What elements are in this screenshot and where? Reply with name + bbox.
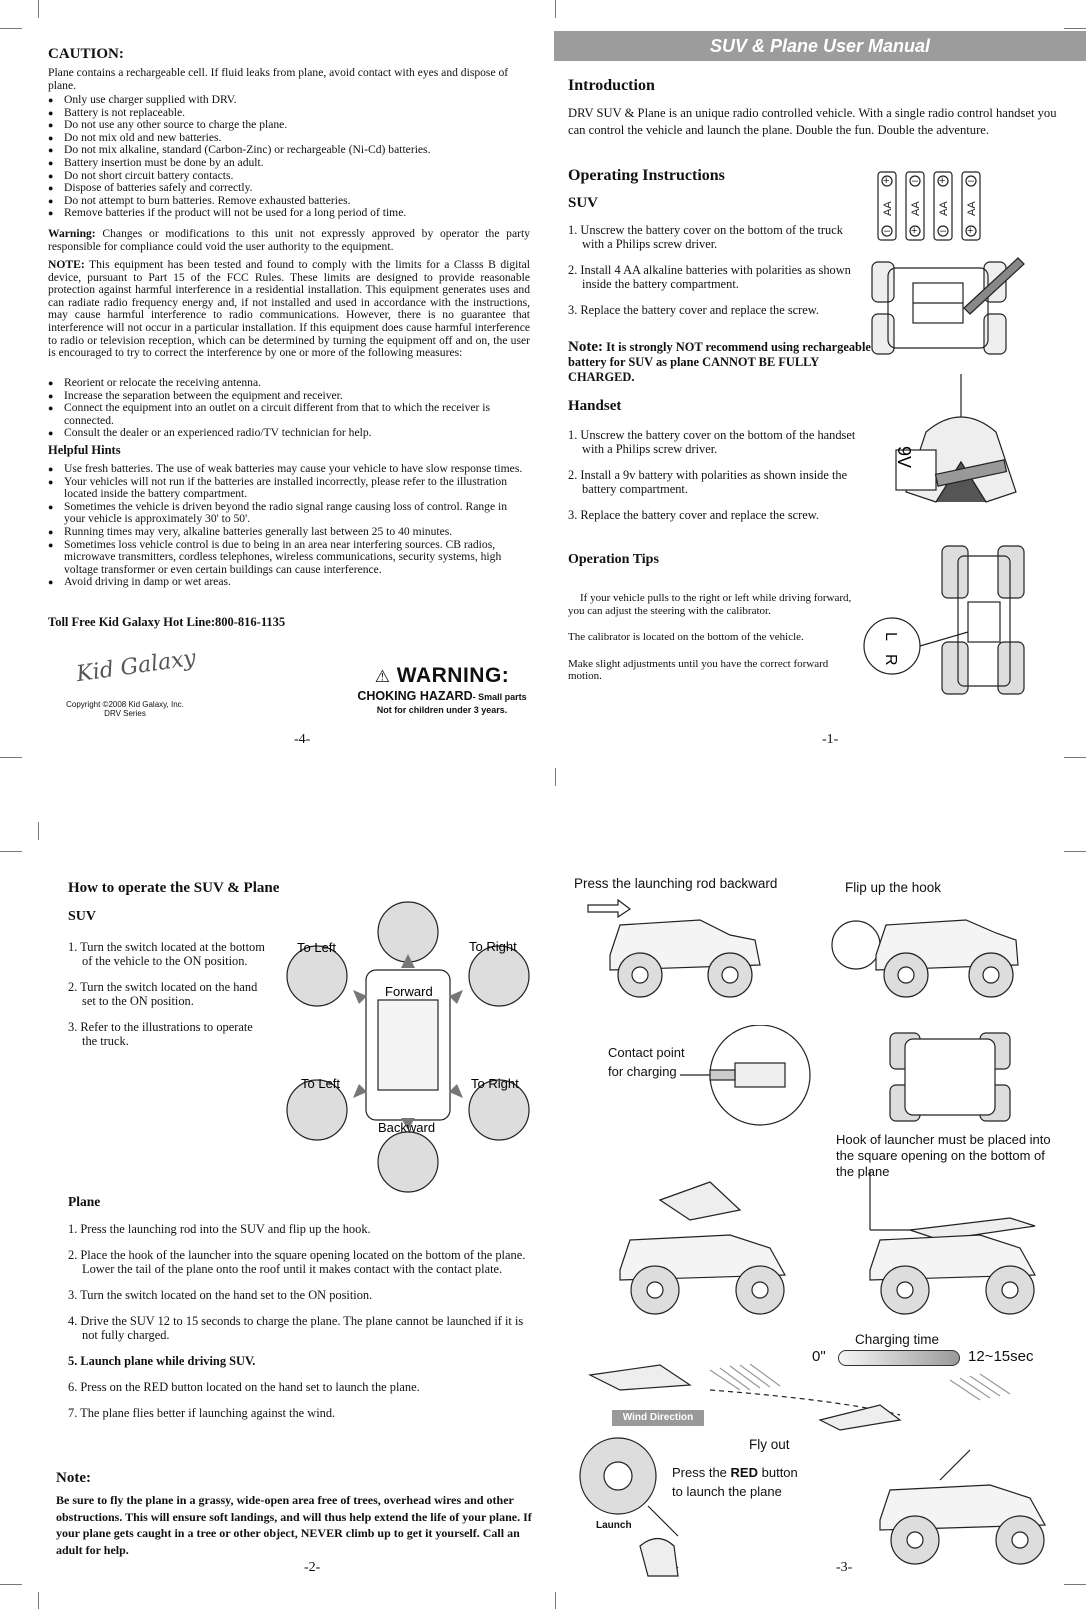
svg-text:–: – xyxy=(884,225,891,237)
caution-title: CAUTION: xyxy=(48,46,124,62)
list-item: ● Consult the dealer or an experienced radio/TV technician for help. xyxy=(48,427,530,440)
operating-title: Operating Instructions xyxy=(568,167,725,184)
list-item: ● Sometimes the vehicle is driven beyond the radio signal range causing loss of control. Range in your vehicle is approximately 30' to 50'. xyxy=(48,501,530,526)
copyright-block xyxy=(50,700,200,718)
suv-title: SUV xyxy=(68,909,97,924)
note-title: Note: xyxy=(56,1470,91,1486)
hints-list xyxy=(48,463,530,589)
steering-diagram xyxy=(283,900,533,1196)
battery-label: AA xyxy=(966,201,978,216)
note-label: NOTE: xyxy=(48,258,85,271)
page-number: -1- xyxy=(822,732,839,747)
list-item: 7. The plane flies better if launching against the wind. xyxy=(68,1406,336,1420)
svg-text:+: + xyxy=(883,175,890,187)
label-to-right-bottom: To Right xyxy=(471,1076,519,1091)
red-button-red: RED xyxy=(730,1465,758,1480)
fcc-measures-list xyxy=(48,377,530,440)
label-to-left-top: To Left xyxy=(297,940,337,955)
list-item: ● Connect the equipment into an outlet on a circuit different from that to which the receiver is connected. xyxy=(48,402,530,427)
plane-mounted-illustration xyxy=(850,1170,1050,1320)
charging-time-label: Charging time xyxy=(855,1332,940,1347)
svg-text:+: + xyxy=(939,175,946,187)
truck-underside-illustration xyxy=(868,248,1028,368)
handset-steps xyxy=(568,428,868,534)
list-item: ● Running times may very, alkaline batteries generally last between 25 to 40 minutes. xyxy=(48,526,530,539)
age-warning: Not for children under 3 years. xyxy=(376,705,508,715)
list-item: 2. Turn the switch located on the hand set to the ON position. xyxy=(68,980,258,1008)
suv-flip-hook-illustration xyxy=(826,895,1026,1005)
list-item: ● Avoid driving in damp or wet areas. xyxy=(48,576,530,589)
tips-title: Operation Tips xyxy=(568,552,659,567)
note-label: Note: xyxy=(568,339,603,355)
fcc-note-paragraph xyxy=(48,259,530,360)
calibrator-r: R xyxy=(882,654,899,666)
label-forward: Forward xyxy=(385,984,433,999)
note-text: It is strongly NOT recommend using rechargeable battery for SUV as plane CANNOT BE FULLY CHARGED. xyxy=(568,340,871,384)
list-item: ● Do not use any other source to charge the plane. xyxy=(48,119,528,132)
nine-volt-label: 9V xyxy=(894,446,914,469)
wind-direction-label: Wind Direction xyxy=(612,1410,704,1426)
hook-caption: Hook of launcher must be placed into the square opening on the bottom of the plane xyxy=(836,1132,1051,1179)
red-button-caption xyxy=(672,1463,798,1501)
caption-press-rod: Press the launching rod backward xyxy=(574,876,778,891)
warning-text: Changes or modifications to this unit not expressly approved by operator the party responsible for compliance could void the user authority to the equipment. xyxy=(48,227,530,253)
calibrator-illustration xyxy=(862,542,1032,702)
page-number: -3- xyxy=(836,1560,853,1575)
series-label: DRV Series xyxy=(104,709,146,718)
warning-label-block xyxy=(352,664,532,715)
battery-label: AA xyxy=(882,201,894,216)
list-item: ● Reorient or relocate the receiving antenna. xyxy=(48,377,530,390)
tip-paragraph: Make slight adjustments until you have the correct forward motion. xyxy=(568,657,829,682)
plane-flight-illustration xyxy=(580,1360,1050,1440)
list-item: 1. Turn the switch located at the bottom of the vehicle to the ON position. xyxy=(68,940,265,968)
red-button-text-1: Press the xyxy=(672,1465,727,1480)
kid-galaxy-logo: Kid Galaxy xyxy=(74,645,198,688)
suv-battery-steps xyxy=(568,223,853,329)
hints-title: Helpful Hints xyxy=(48,443,121,457)
note-text: This equipment has been tested and found to comply with the limits for a Classs B digital device, pursuant to Part 15 of the FCC Rules. These limits are designed to provide reasonable protection against harmful interference in a residential installation. This equipment generates uses and can radiate radio frequency energy and, if not installed and used in accordance with the instructions, may cause harmful interference to radio communications. However, there is no guarantee that interference will not occur in a particular installation. If this equipment does cause harmful interference to radio or television reception, which can be determined by turning the equipment off and on, the user is encouraged to try to correct the interference by one or more of the following measures: xyxy=(48,258,530,360)
red-button-text-2: button xyxy=(761,1465,798,1480)
intro-title: Introduction xyxy=(568,77,655,94)
choking-hazard: CHOKING HAZARD xyxy=(357,689,473,703)
list-item: 2. Install a 9v battery with polarities as shown inside the battery compartment. xyxy=(568,468,848,496)
plane-steps xyxy=(68,1222,538,1420)
label-to-left-bottom: To Left xyxy=(301,1076,341,1091)
svg-text:–: – xyxy=(940,225,947,237)
safety-note: Be sure to fly the plane in a grassy, wide-open area free of trees, overhead wires and other obstructions. This will ensure soft landings, and will thus help extend the life of your plane. If your plane gets caught in a tree or other object, NEVER climb up to get it yourself. Call an adult for help. xyxy=(56,1493,532,1557)
hotline: Toll Free Kid Galaxy Hot Line:800-816-1135 xyxy=(48,615,286,629)
page-number: -4- xyxy=(294,732,311,747)
page-number: -2- xyxy=(304,1560,321,1575)
list-item: ● Use fresh batteries. The use of weak batteries may cause your vehicle to have slow response times. xyxy=(48,463,530,476)
list-item: 1. Press the launching rod into the SUV and flip up the hook. xyxy=(68,1222,371,1236)
manual-banner: SUV & Plane User Manual xyxy=(554,31,1086,61)
contact-caption xyxy=(608,1043,685,1081)
calibrator-l: L xyxy=(882,632,899,641)
svg-text:+: + xyxy=(967,225,974,237)
intro-text: DRV SUV & Plane is an unique radio controlled vehicle. With a single radio control handset you can control the vehicle and launch the plane. Double the fun. Double the adventure. xyxy=(568,106,1057,137)
suv-launched-illustration xyxy=(860,1440,1060,1590)
warning-label: Warning: xyxy=(48,227,96,240)
charging-zero: 0" xyxy=(812,1348,826,1365)
contact-point-illustration xyxy=(680,1025,1030,1130)
list-item: ● Increase the separation between the equipment and receiver. xyxy=(48,390,530,403)
for-charging-label: for charging xyxy=(608,1064,677,1079)
tip-paragraph: If your vehicle pulls to the right or left while driving forward, you can adjust the steering with the calibrator. xyxy=(568,592,852,617)
list-item: ● Do not mix alkaline, standard (Carbon-Zinc) or rechargeable (Ni-Cd) batteries. xyxy=(48,144,528,157)
small-parts: - Small parts xyxy=(472,692,527,702)
list-item: 3. Replace the battery cover and replace the screw. xyxy=(568,303,820,317)
list-item: 1. Unscrew the battery cover on the bottom of the handset with a Philips screw driver. xyxy=(568,428,856,456)
aa-batteries-illustration xyxy=(874,170,984,244)
list-item: ● Dispose of batteries safely and correctly. xyxy=(48,182,528,195)
fly-out-label: Fly out xyxy=(749,1437,790,1452)
suv-operate-steps xyxy=(68,940,268,1060)
list-item: 6. Press on the RED button located on the hand set to launch the plane. xyxy=(68,1380,420,1394)
list-item: 1. Unscrew the battery cover on the bottom of the truck with a Philips screw driver. xyxy=(568,223,843,251)
plane-mounting-illustration xyxy=(600,1180,800,1320)
suv-title: SUV xyxy=(568,195,599,211)
page-2-title: How to operate the SUV & Plane xyxy=(68,880,280,896)
list-item: ● Your vehicles will not run if the batteries are installed incorrectly, please refer to the illustration located inside the battery compartment. xyxy=(48,476,530,501)
warning-paragraph xyxy=(48,228,530,253)
plane-title: Plane xyxy=(68,1194,101,1209)
list-item: 3. Refer to the illustrations to operate the truck. xyxy=(68,1020,253,1048)
list-item: ● Battery insertion must be done by an adult. xyxy=(48,157,528,170)
charging-range: 12~15sec xyxy=(968,1348,1034,1365)
list-item: 2. Install 4 AA alkaline batteries with polarities as shown inside the battery compartment. xyxy=(568,263,851,291)
handset-battery-illustration xyxy=(876,372,1026,522)
battery-label: AA xyxy=(910,201,922,216)
caption-flip-hook: Flip up the hook xyxy=(845,880,942,895)
list-item: ● Do not attempt to burn batteries. Remove exhausted batteries. xyxy=(48,195,528,208)
warning-heading: WARNING: xyxy=(396,664,510,687)
svg-text:–: – xyxy=(912,175,919,187)
suv-launch-rod-illustration xyxy=(580,895,780,1005)
copyright: Copyright ©2008 Kid Galaxy, Inc. xyxy=(66,700,184,709)
list-item: 2. Place the hook of the launcher into the square opening located on the bottom of the plane. Lower the tail of the plane onto the roof until it makes contact with the contact plate. xyxy=(68,1248,526,1276)
list-item: ● Do not short circuit battery contacts. xyxy=(48,170,528,183)
label-backward: Backward xyxy=(378,1120,436,1135)
label-to-right-top: To Right xyxy=(469,939,517,954)
list-item: ● Remove batteries if the product will not be used for a long period of time. xyxy=(48,207,528,220)
caution-list xyxy=(48,94,528,220)
contact-point-label: Contact point xyxy=(608,1045,685,1060)
rechargeable-note xyxy=(568,340,873,385)
list-item: ● Sometimes loss vehicle control is due to being in an area near interfering sources. CB radios, microwave transmitters, cordless telephones, wireless communications, security systems, high voltage transformer or even certain buildings can cause interference. xyxy=(48,539,530,577)
svg-text:+: + xyxy=(911,225,918,237)
list-item: ● Only use charger supplied with DRV. xyxy=(48,94,528,107)
list-item: ● Do not mix old and new batteries. xyxy=(48,132,528,145)
list-item: 4. Drive the SUV 12 to 15 seconds to charge the plane. The plane cannot be launched if it is not fully charged. xyxy=(68,1314,524,1342)
caution-intro: Plane contains a rechargeable cell. If fluid leaks from plane, avoid contact with eyes and dispose of plane. xyxy=(48,66,509,92)
tip-paragraph: The calibrator is located on the bottom of the vehicle. xyxy=(568,631,804,643)
battery-label: AA xyxy=(938,201,950,216)
svg-text:–: – xyxy=(968,175,975,187)
launch-label: Launch xyxy=(596,1520,632,1531)
handset-title: Handset xyxy=(568,398,622,414)
handset-launch-illustration xyxy=(578,1436,688,1606)
red-button-text-3: to launch the plane xyxy=(672,1484,782,1499)
warning-triangle-icon: ⚠ xyxy=(374,667,391,686)
list-item: 3. Replace the battery cover and replace the screw. xyxy=(568,508,820,522)
tips-text xyxy=(568,592,853,683)
list-item: 5. Launch plane while driving SUV. xyxy=(68,1354,256,1368)
list-item: 3. Turn the switch located on the hand set to the ON position. xyxy=(68,1288,373,1302)
list-item: ● Battery is not replaceable. xyxy=(48,107,528,120)
